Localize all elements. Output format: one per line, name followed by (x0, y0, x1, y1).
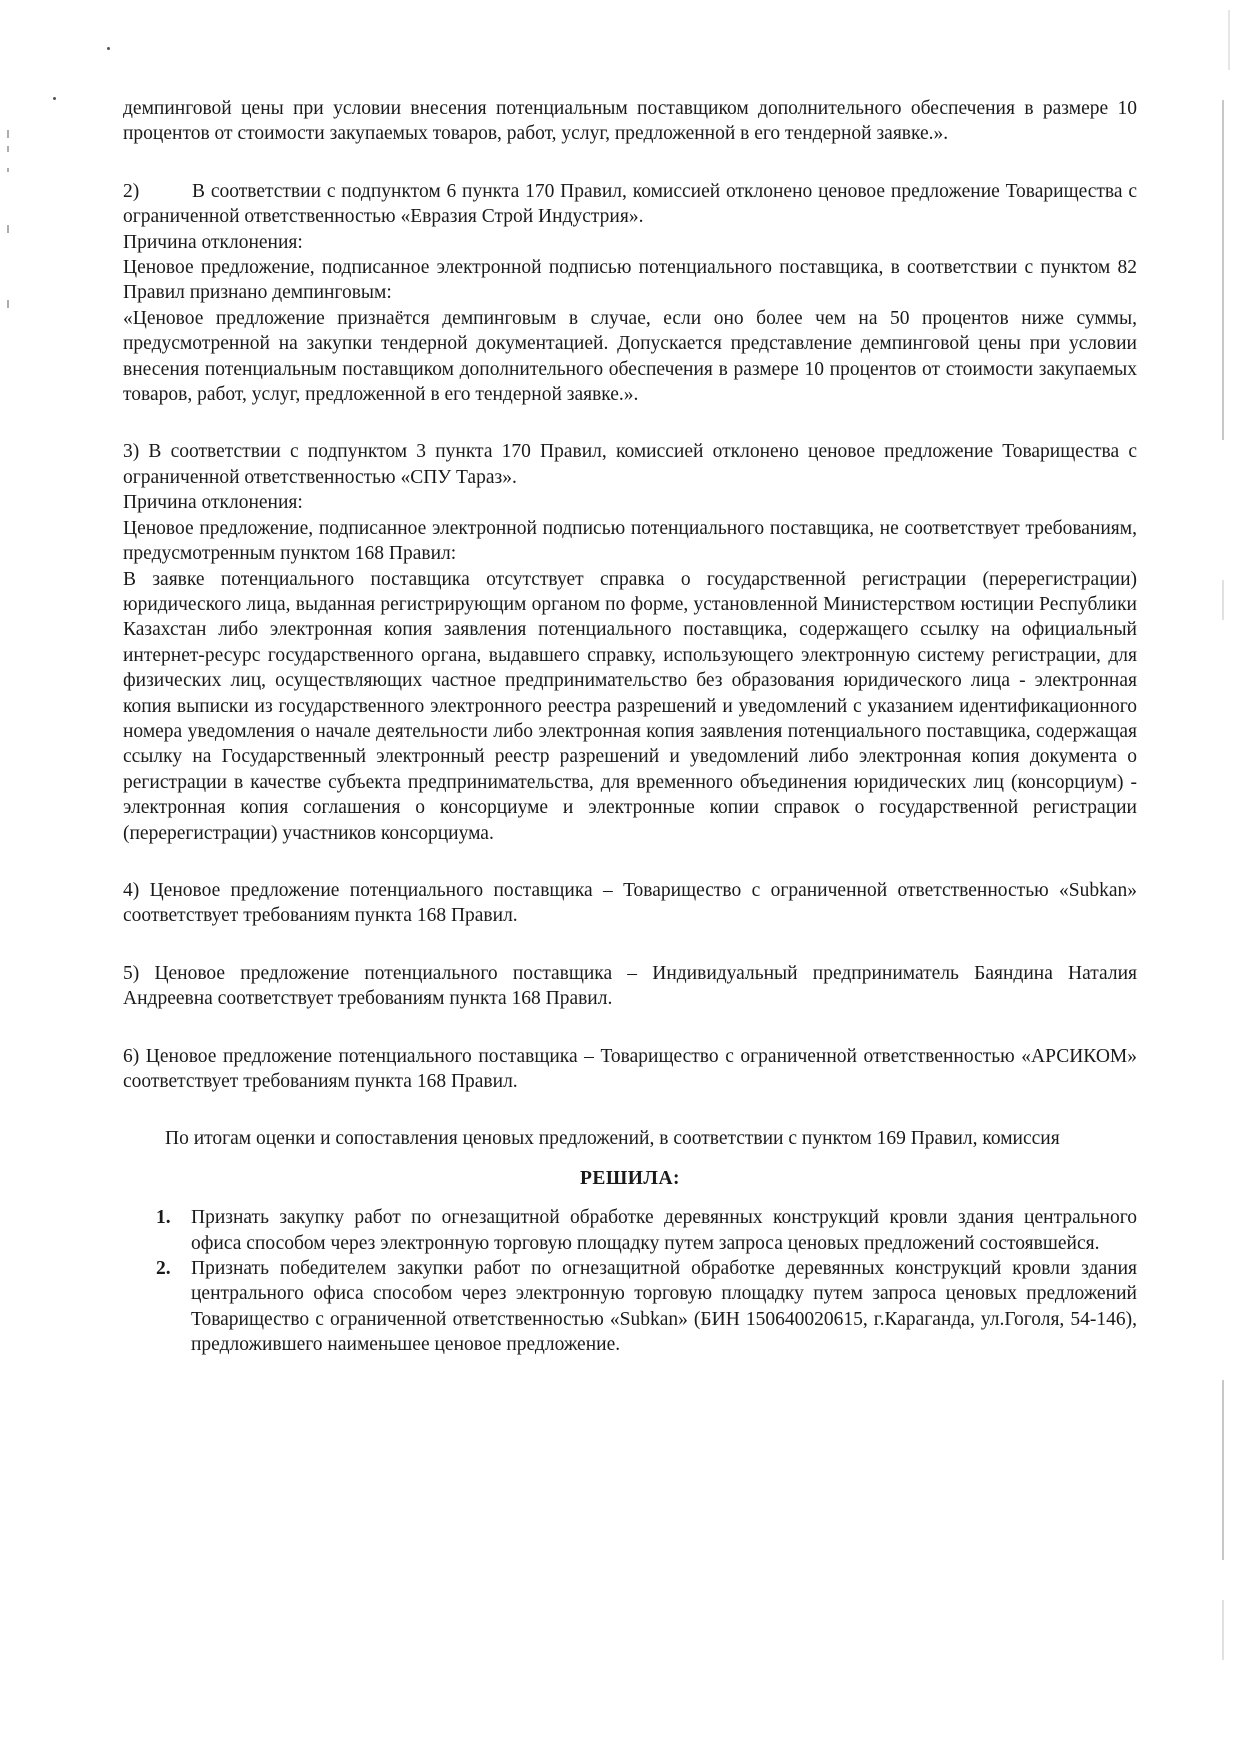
item-5: 5) Ценовое предложение потенциального поставщика – Индивидуальный предприниматель Баяндина Наталия Андреевна соответствует требованиям пункта 168 Правил. (123, 962, 1137, 1010)
decision-number: 2. (156, 1258, 171, 1280)
document-body (123, 96, 1137, 1358)
item-3-reason: Ценовое предложение, подписанное электронной подписью потенциального поставщика, не соответствует требованиям, предусмотренным пунктом 168 Правил: (123, 517, 1137, 565)
item-2-heading (123, 179, 1137, 230)
item-2-quote: «Ценовое предложение признаётся демпинговым в случае, если оно более чем на 50 процентов ниже суммы, предусмотренной на закупки тендерной документацией. Допускается представление демпинговой цены при условии внесения потенциальным поставщиком дополнительного обеспечения в размере 10 процентов от стоимости закупаемых товаров, работ, услуг, предложенной в его тендерной заявке.». (123, 307, 1137, 406)
item-2-reason-label: Причина отклонения: (123, 231, 303, 253)
item-4: 4) Ценовое предложение потенциального поставщика – Товарищество с ограниченной ответственностью «Subkan» соответствует требованиям пункта 168 Правил. (123, 879, 1137, 927)
scan-speck (53, 97, 56, 100)
decision-item (123, 1256, 1137, 1358)
decision-number: 1. (156, 1207, 171, 1229)
scan-mark (7, 225, 9, 233)
decision-list (123, 1205, 1137, 1357)
scan-edge-line (1222, 1600, 1224, 1660)
intro-continuation: демпинговой цены при условии внесения потенциальным поставщиком дополнительного обеспечения в размере 10 процентов от стоимости закупаемых товаров, работ, услуг, предложенной в его тендерной заявке.». (123, 98, 1137, 145)
item-2-text: В соответствии с подпунктом 6 пункта 170 Правил, комиссией отклонено ценовое предложение Товарищества с ограниченной ответственностью «Евразия Строй Индустрия». (123, 180, 1137, 228)
scan-mark (7, 146, 9, 152)
summary-paragraph: По итогам оценки и сопоставления ценовых предложений, в соответствии с пунктом 169 Правил, комиссия (165, 1128, 1060, 1150)
scan-mark (7, 168, 9, 172)
scan-mark (7, 300, 9, 308)
decision-text: Признать закупку работ по огнезащитной обработке деревянных конструкций кровли здания центрального офиса способом через электронную торговую площадку путем запроса ценовых предложений состоявшейся. (191, 1207, 1137, 1254)
decision-heading: РЕШИЛА: (579, 1167, 681, 1189)
decision-text: Признать победителем закупки работ по огнезащитной обработке деревянных конструкций кровли здания центрального офиса способом через электронную торговую площадку путем запроса ценовых предложений Товарищество с ограниченной ответственностью «Subkan» (БИН 150640020615, г.Караганда, ул.Гоголя, 54-146), предложившего наименьшее ценовое предложение. (191, 1258, 1137, 1356)
scan-edge-line (1228, 10, 1230, 70)
item-2-reason: Ценовое предложение, подписанное электронной подписью потенциального поставщика, в соответствии с пунктом 82 Правил признано демпинговым: (123, 257, 1137, 304)
scan-edge-line (1222, 580, 1224, 620)
item-6: 6) Ценовое предложение потенциального поставщика – Товарищество с ограниченной ответственностью «АРСИКОМ» соответствует требованиям пункта 168 Правил. (123, 1045, 1137, 1092)
scan-mark (7, 130, 9, 138)
scan-edge-line (1222, 1380, 1224, 1560)
scan-edge-line (1222, 100, 1224, 440)
decision-item (123, 1205, 1137, 1256)
item-2-number: 2) (123, 180, 140, 202)
scan-speck (107, 47, 110, 50)
item-3-detail: В заявке потенциального поставщика отсутствует справка о государственной регистрации (перерегистрации) юридического лица, выданная регистрирующим органом по форме, установленной Министерством юстиции Республики Казахстан либо электронная копия заявления потенциального поставщика, содержащего ссылку на официальный интернет-ресурс государственного органа, выдавшего справку, использующего электронную систему регистрации, для физических лиц, осуществляющих частное предпринимательство без образования юридического лица - электронная копия выписки из государственного электронного реестра разрешений и уведомлений с указанием идентификационного номера уведомления о начале деятельности либо электронная копия заявления потенциального поставщика, содержащая ссылку на Государственный электронный реестр разрешений и уведомлений либо электронная копия документа о регистрации в качестве субъекта предпринимательства, для временного объединения юридических лиц (консорциум) - электронная копия соглашения о консорциуме и электронные копии справок о государственной регистрации (перерегистрации) участников консорциума. (123, 568, 1137, 844)
item-3-heading: 3) В соответствии с подпунктом 3 пункта 170 Правил, комиссией отклонено ценовое предложение Товарищества с ограниченной ответственностью «СПУ Тараз». (123, 441, 1137, 488)
item-3-reason-label: Причина отклонения: (123, 492, 303, 514)
